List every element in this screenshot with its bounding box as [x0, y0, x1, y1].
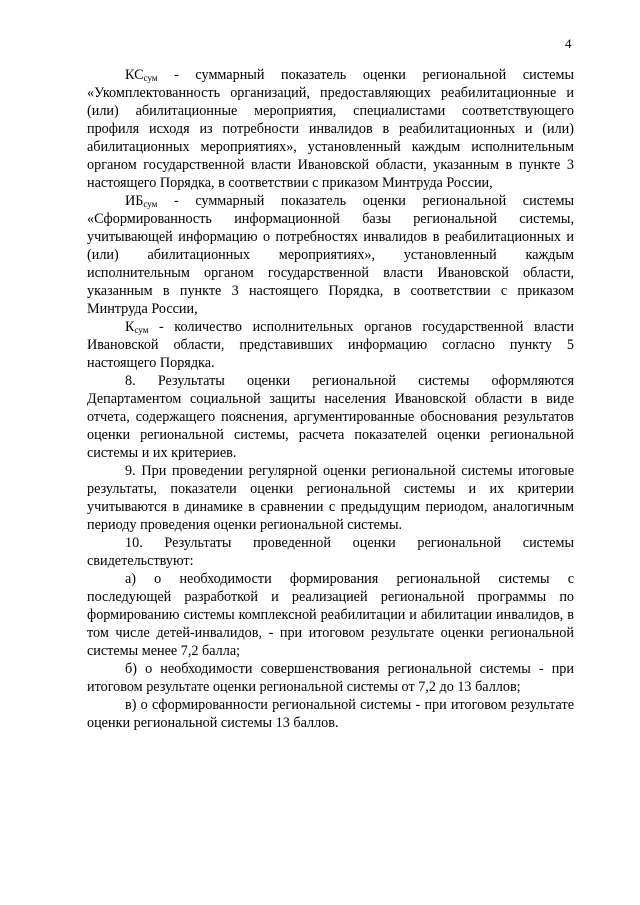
symbol-ks-subscript: сум: [143, 73, 158, 83]
paragraph-item-8: 8. Результаты оценки региональной системы оформляются Департаментом социальной защиты населения Ивановской области в виде отчета, содержащего пояснения, аргументированные обоснования результатов оценки региональной системы, расчета показателей оценки региональной системы и их критериев.: [87, 373, 574, 461]
paragraph-item-10b: б) о необходимости совершенствования региональной системы - при итоговом результате оценки региональной системы от 7,2 до 13 баллов;: [87, 661, 574, 695]
paragraph-text: - суммарный показатель оценки региональной системы «Укомплектованность организаций, предоставляющих реабилитационные и (или) абилитационные мероприятия, специалистами соответствующего профиля исходя из потребности инвалидов в реабилитационных и (или) абилитационных мероприятиях», установленный каждым исполнительным органом государственной власти Ивановской области, указанным в пункте 3 настоящего Порядка, в соответствии с приказом Минтруда России,: [87, 67, 574, 191]
paragraph-k-sum: [87, 318, 574, 372]
symbol-ks: КС: [125, 67, 144, 83]
document-body: [87, 66, 574, 732]
paragraph-text: - количество исполнительных органов государственной власти Ивановской области, представивших информацию согласно пункту 5 настоящего Порядка.: [87, 319, 574, 371]
symbol-ib-subscript: сум: [143, 199, 158, 209]
symbol-k-subscript: сум: [134, 325, 149, 335]
paragraph-ks-sum: [87, 66, 574, 192]
paragraph-item-10c: в) о сформированности региональной системы - при итоговом результате оценки региональной системы 13 баллов.: [87, 697, 574, 731]
symbol-k: К: [125, 319, 135, 335]
paragraph-item-10: 10. Результаты проведенной оценки региональной системы свидетельствуют:: [87, 535, 574, 569]
page-number: 4: [565, 36, 572, 51]
paragraph-text: - суммарный показатель оценки региональной системы «Сформированность информационной базы региональной системы, учитывающей информацию о потребностях инвалидов в реабилитационных и (или) абилитационных мероприятиях», установленный каждым исполнительным органом государственной власти Ивановской области, указанным в пункте 3 настоящего Порядка, в соответствии с приказом Минтруда России,: [87, 193, 574, 317]
paragraph-ib-sum: [87, 192, 574, 318]
paragraph-item-10a: а) о необходимости формирования региональной системы с последующей разработкой и реализацией региональной программы по формированию системы комплексной реабилитации и абилитации инвалидов, в том числе детей-инвалидов, - при итоговом результате оценки региональной системы менее 7,2 балла;: [87, 571, 574, 659]
symbol-ib: ИБ: [125, 193, 144, 209]
paragraph-item-9: 9. При проведении регулярной оценки региональной системы итоговые результаты, показатели оценки региональной системы и их критерии учитываются в динамике в сравнении с предыдущим периодом, аналогичным периоду проведения оценки региональной системы.: [87, 463, 574, 533]
